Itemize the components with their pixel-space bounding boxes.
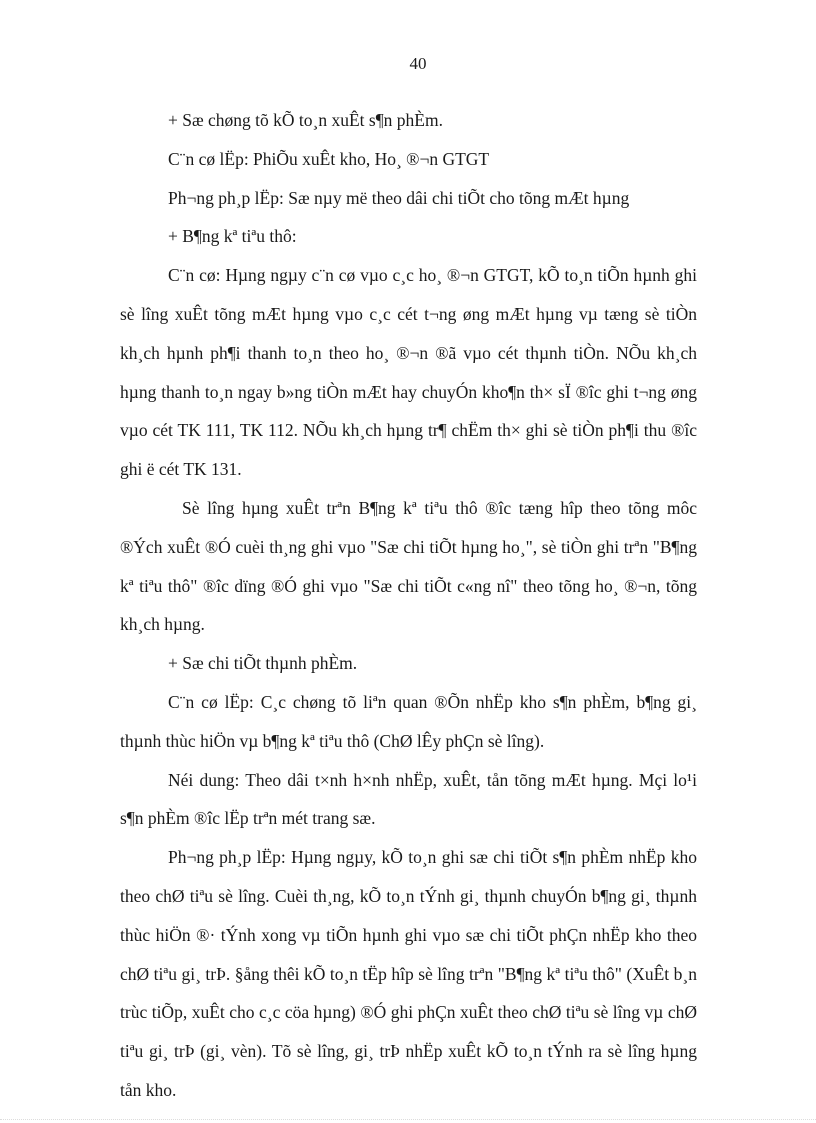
paragraph-product-ledger-content: Néi dung: Theo dâi t×nh h×nh nhËp, xuÊt, tån tõng mÆt hµng. Mçi lo¹i s¶n phÈm ®îc lËp trªn mét trang sæ. [120,769,697,829]
paragraph-sales-sheet-basis: C¨n cø: Hµng ngµy c¨n cø vµo c¸c ho¸ ®¬n GTGT, kÕ to¸n tiÕn hµnh ghi sè lîng xuÊt tõng mÆt hµng vµo c¸c cét t¬ng øng mÆt hµng vµ tæng sè tiÒn kh¸ch hµnh ph¶i thanh to¸n theo ho¸ ®¬n ®ã vµo cét thµnh tiÒn. NÕu kh¸ch hµng thanh to¸n ngay b»ng tiÒn mÆt hay chuyÓn kho¶n th× sÏ ®îc ghi t¬ng øng vµo cét TK 111, TK 112. NÕu kh¸ch hµng tr¶ chËm th× ghi sè tiÒn ph¶i thu ®îc ghi ë cét TK 131. [120,265,697,480]
paragraph-sales-sheet-quantity: Sè lîng hµng xuÊt trªn B¶ng kª tiªu thô ®îc tæng hîp theo tõng môc ®Ých xuÊt ®Ó cuèi th¸ng ghi vµo "Sæ chi tiÕt hµng ho¸", sè tiÒn ghi trªn "B¶ng kª tiªu thô" ®îc dïng ®Ó ghi vµo "Sæ chi tiÕt c«ng nî" theo tõng ho¸ ®¬n, tõng kh¸ch hµng. [120,497,697,635]
paragraph-product-ledger-heading: + Sæ chi tiÕt thµnh phÈm. [168,653,358,674]
paragraph-product-ledger-basis: C¨n cø lËp: C¸c chøng tõ liªn quan ®Õn nhËp kho s¶n phÈm, b¶ng gi¸ thµnh thùc hiÖn vµ b¶ng kª tiªu thô (ChØ lÊy phÇn sè lîng). [120,691,697,751]
paragraph-voucher-book-method: Ph¬ng ph¸p lËp: Sæ nµy më theo dâi chi tiÕt cho tõng mÆt hµng [168,187,630,208]
paragraph-voucher-book-basis: C¨n cø lËp: PhiÕu xuÊt kho, Ho¸ ®¬n GTGT [168,148,490,169]
paragraph-voucher-book-heading: + Sæ chøng tõ kÕ to¸n xuÊt s¶n phÈm. [168,110,443,130]
page-number: 40 [409,54,427,73]
paragraph-product-ledger-method: Ph¬ng ph¸p lËp: Hµng ngµy, kÕ to¸n ghi sæ chi tiÕt s¶n phÈm nhËp kho theo chØ tiªu sè lîng. Cuèi th¸ng, kÕ to¸n tÝnh gi¸ thµnh chuyÓn b¶ng gi¸ thµnh thùc hiÖn ®· tÝnh xong vµ tiÕn hµnh ghi vµo sæ chi tiÕt phÇn nhËp kho theo chØ tiªu gi¸ trÞ. §ång thêi kÕ to¸n tËp hîp sè lîng trªn "B¶ng kª tiªu thô" (XuÊt b¸n trùc tiÕp, xuÊt cho c¸c cöa hµng) ®Ó ghi phÇn xuÊt theo chØ tiªu sè lîng vµ chØ tiªu gi¸ trÞ (gi¸ vèn). Tõ sè lîng, gi¸ trÞ nhËp xuÊt kÕ to¸n tÝnh ra sè lîng hµng tån kho. [120,847,697,1100]
body-text [120,101,697,1110]
page-bottom-rule [0,1119,816,1120]
paragraph-sales-sheet-heading: + B¶ng kª tiªu thô: [168,226,297,247]
